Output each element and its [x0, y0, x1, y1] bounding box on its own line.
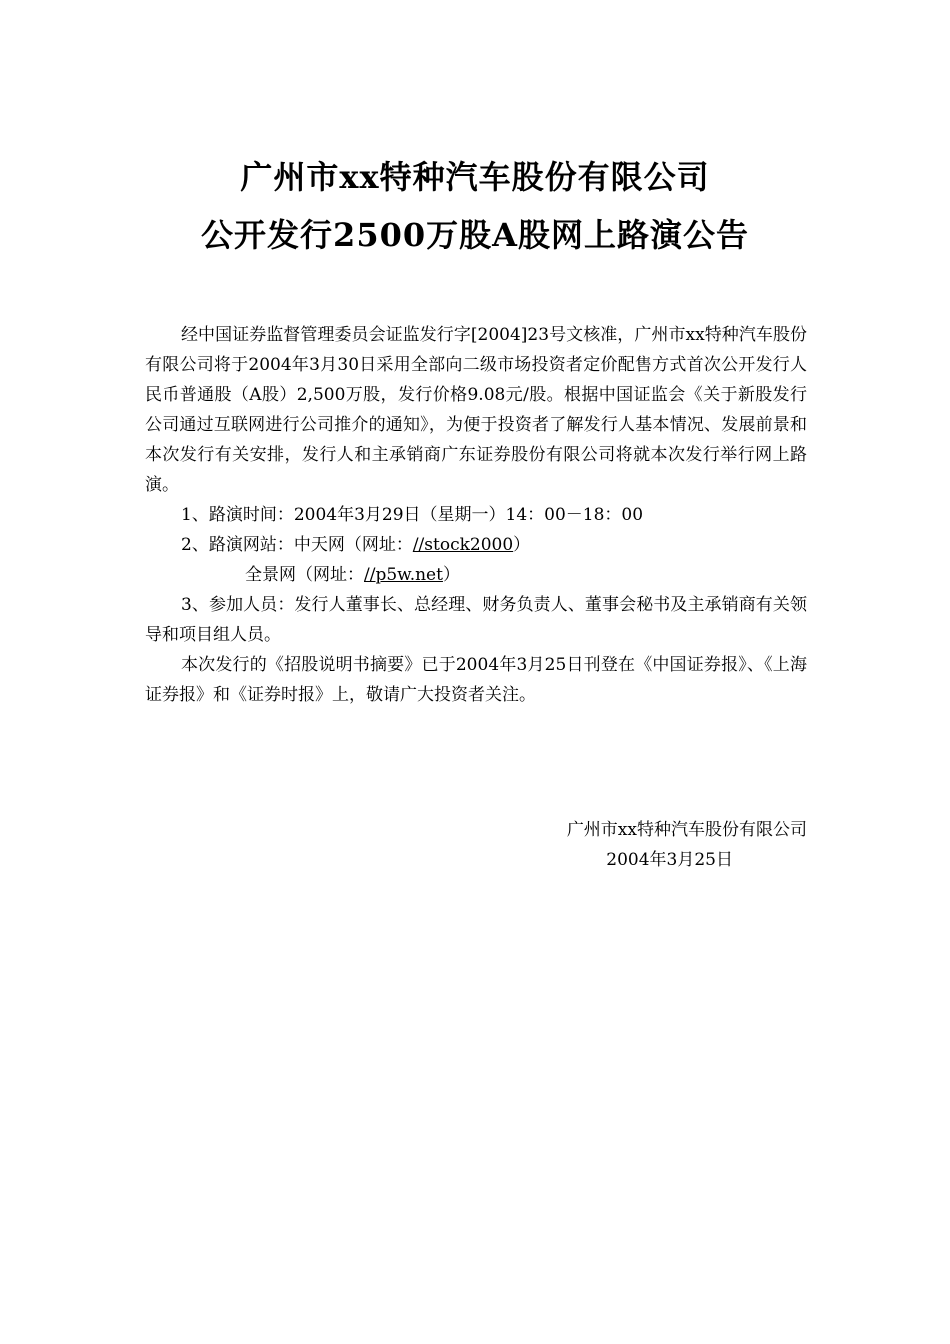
closing-paragraph: 本次发行的《招股说明书摘要》已于2004年3月25日刊登在《中国证券报》、《上海证券报》和《证券时报》上，敬请广大投资者关注。 [145, 655, 807, 705]
stock2000-link[interactable]: //stock2000 [412, 535, 514, 555]
title-line-company: 广州市xx特种汽车股份有限公司 [240, 158, 710, 196]
roadshow-website-item-2 [145, 560, 807, 590]
signature-block [145, 815, 807, 875]
signature-company: 广州市xx特种汽车股份有限公司 [566, 820, 807, 840]
website-close-paren-2: ） [442, 565, 460, 585]
roadshow-website-item [145, 530, 807, 560]
intro-paragraph: 经中国证券监督管理委员会证监发行字[2004]23号文核准，广州市xx特种汽车股份有限公司将于2004年3月30日采用全部向二级市场投资者定价配售方式首次公开发行人民币普通股（A股）2,500万股，发行价格9.08元/股。根据中国证监会《关于新股发行公司通过互联网进行公司推介的通知》，为便于投资者了解发行人基本情况、发展前景和本次发行有关安排，发行人和主承销商广东证券股份有限公司将就本次发行举行网上路演。 [145, 325, 807, 495]
p5w-link[interactable]: //p5w.net [364, 565, 443, 585]
document-body [145, 320, 807, 710]
document-title [0, 148, 950, 264]
website-label-2: 全景网（网址： [245, 565, 364, 585]
participants-item: 3、参加人员：发行人董事长、总经理、财务负责人、董事会秘书及主承销商有关领导和项目组人员。 [145, 595, 807, 645]
website-close-paren: ） [513, 535, 531, 555]
title-line-announcement: 公开发行2500万股A股网上路演公告 [201, 216, 749, 254]
website-label: 2、路演网站：中天网（网址： [181, 535, 413, 555]
signature-date: 2004年3月25日 [606, 850, 733, 870]
roadshow-time-item: 1、路演时间：2004年3月29日（星期一）14：00－18：00 [181, 505, 644, 525]
